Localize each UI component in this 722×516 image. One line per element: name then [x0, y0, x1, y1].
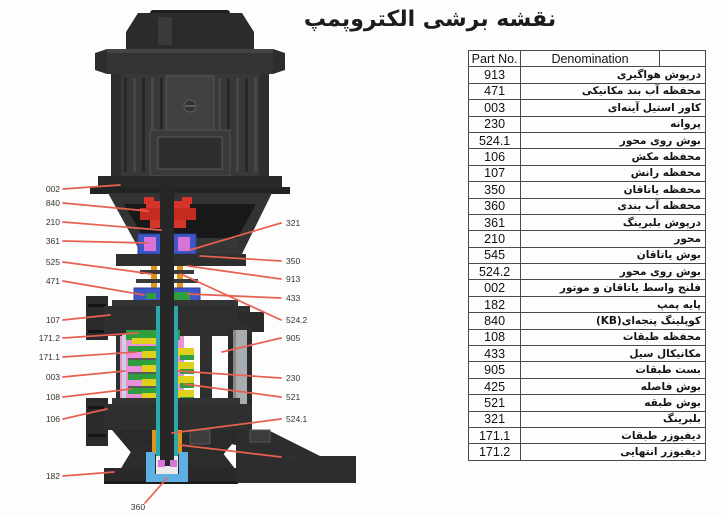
table-row [469, 165, 706, 181]
denomination-cell: محور [521, 231, 706, 247]
callout-label: 521 [286, 392, 301, 402]
table-row [469, 132, 706, 148]
callout-label: 107 [45, 315, 60, 325]
page-title: نقشه برشی الکتروپمپ [303, 7, 557, 32]
part-no-cell: 108 [469, 329, 521, 345]
callout-label: 210 [45, 217, 60, 227]
denomination-cell: دیفیوزر انتهایی [521, 444, 706, 460]
table-header-row [469, 51, 706, 67]
part-no-cell: 425 [469, 378, 521, 394]
parts-table-body [469, 67, 706, 460]
denomination-cell: بوش فاصله [521, 378, 706, 394]
callout-label: 171.1 [38, 352, 60, 362]
spacer-bush-left [151, 266, 157, 288]
callout-label: 840 [45, 198, 60, 208]
motor-body [111, 74, 269, 176]
spacer-bush-right [177, 266, 183, 288]
motor [90, 10, 290, 194]
part-no-cell: 521 [469, 395, 521, 411]
callout-label: 106 [45, 414, 60, 424]
parts-table [468, 50, 706, 461]
callout-label: 471 [45, 276, 60, 286]
denomination-cell: محفظه مکش [521, 149, 706, 165]
callout-label: 361 [45, 236, 60, 246]
part-no-cell: 171.2 [469, 444, 521, 460]
denomination-cell: بست طبقات [521, 362, 706, 378]
table-row [469, 182, 706, 198]
denomination-cell: بوش یاتاقان [521, 247, 706, 263]
denomination-cell: فلنج واسط یاتاقان و موتور [521, 280, 706, 296]
denomination-cell: درپوش هواگیری [521, 67, 706, 83]
denomination-cell: محفظه یاتاقان [521, 182, 706, 198]
table-row [469, 198, 706, 214]
callout-label: 433 [286, 293, 301, 303]
terminal-box [150, 130, 230, 176]
part-no-cell: 361 [469, 214, 521, 230]
denomination-cell: بوش روی محور [521, 264, 706, 280]
table-row [469, 280, 706, 296]
fan-cover [126, 10, 254, 49]
part-no-cell: 840 [469, 313, 521, 329]
part-no-cell: 360 [469, 198, 521, 214]
table-row [469, 247, 706, 263]
table-row [469, 264, 706, 280]
table-row [469, 329, 706, 345]
table-row [469, 67, 706, 83]
table-row [469, 346, 706, 362]
callout-label: 524.2 [286, 315, 308, 325]
part-no-cell: 471 [469, 83, 521, 99]
denomination-cell: پروانه [521, 116, 706, 132]
header-part-no: Part No. [469, 51, 521, 67]
part-no-cell: 545 [469, 247, 521, 263]
table-row [469, 116, 706, 132]
table-row [469, 362, 706, 378]
drain-plug [250, 430, 270, 442]
callout-label: 350 [286, 256, 301, 266]
header-denomination: Denomination [521, 51, 660, 67]
shaft-sleeve-left [156, 306, 160, 456]
denomination-cell: محفظه آب بند مکانیکی [521, 83, 706, 99]
callout-label: 913 [286, 274, 301, 284]
table-row [469, 296, 706, 312]
part-no-cell: 350 [469, 182, 521, 198]
ball-bearing-right [178, 237, 190, 251]
part-no-cell: 210 [469, 231, 521, 247]
table-row [469, 231, 706, 247]
callout-label: 545 [286, 452, 301, 462]
part-no-cell: 171.1 [469, 427, 521, 443]
table-row [469, 100, 706, 116]
callout-label: 171.2 [38, 333, 60, 343]
part-no-cell: 002 [469, 280, 521, 296]
callout-label: 321 [286, 218, 301, 228]
ball-bearing-left [144, 237, 156, 251]
table-row [469, 444, 706, 460]
part-no-cell: 106 [469, 149, 521, 165]
denomination-cell: پایه پمپ [521, 296, 706, 312]
denomination-cell: درپوش بلبرینگ [521, 214, 706, 230]
denomination-cell: بلبرینگ [521, 411, 706, 427]
denomination-cell: کاور استیل آینه‌ای [521, 100, 706, 116]
callout-label: 360 [130, 502, 146, 512]
table-row [469, 378, 706, 394]
table-row [469, 427, 706, 443]
callout-label: 003 [45, 372, 60, 382]
part-no-cell: 524.2 [469, 264, 521, 280]
part-no-cell: 433 [469, 346, 521, 362]
part-no-cell: 321 [469, 411, 521, 427]
table-header-empty-cell [659, 51, 705, 67]
table-row [469, 149, 706, 165]
part-no-cell: 182 [469, 296, 521, 312]
table-row [469, 83, 706, 99]
table-row [469, 411, 706, 427]
callout-label: 525 [45, 257, 60, 267]
table-row [469, 395, 706, 411]
denomination-cell: بوش روی محور [521, 132, 706, 148]
denomination-cell: محفظه آب بندی [521, 198, 706, 214]
callout-label: 524.1 [286, 414, 308, 424]
table-row [469, 313, 706, 329]
callout-label: 905 [286, 333, 301, 343]
denomination-cell: محفظه طبقات [521, 329, 706, 345]
part-no-cell: 905 [469, 362, 521, 378]
motor-end-shield [95, 49, 285, 74]
callout-label: 002 [45, 184, 60, 194]
callout-label: 230 [286, 373, 301, 383]
denomination-cell: مکانیکال سیل [521, 346, 706, 362]
denomination-cell: بوش طبقه [521, 395, 706, 411]
part-no-cell: 524.1 [469, 132, 521, 148]
denomination-cell: کوپلینگ پنجه‌ای(KB) [521, 313, 706, 329]
part-no-cell: 107 [469, 165, 521, 181]
table-row [469, 214, 706, 230]
callout-label: 182 [45, 471, 60, 481]
part-no-cell: 913 [469, 67, 521, 83]
denomination-cell: دیفیوزر طبقات [521, 427, 706, 443]
denomination-cell: محفظه رانش [521, 165, 706, 181]
part-no-cell: 003 [469, 100, 521, 116]
part-no-cell: 230 [469, 116, 521, 132]
callout-label: 108 [45, 392, 60, 402]
